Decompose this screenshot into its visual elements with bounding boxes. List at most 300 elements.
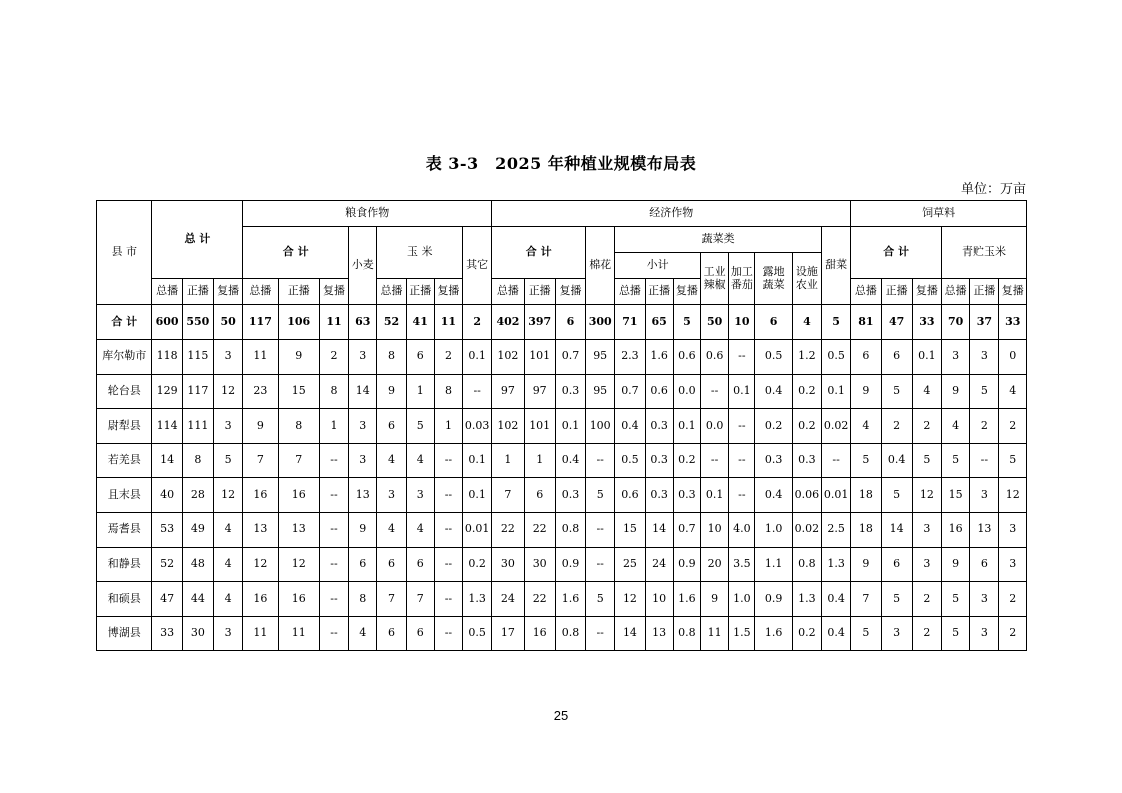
table-cell: 47	[152, 582, 182, 617]
table-cell: --	[319, 616, 348, 651]
table-cell: --	[319, 547, 348, 582]
table-cell: --	[319, 512, 348, 547]
table-cell: 7	[406, 582, 434, 617]
table-cell: 22	[492, 512, 524, 547]
table-cell: 3	[942, 340, 970, 375]
table-cell: 37	[970, 305, 999, 340]
table-cell: --	[434, 547, 462, 582]
table-cell: 3	[377, 478, 406, 513]
table-cell: 5	[406, 409, 434, 444]
table-cell: 3	[881, 616, 912, 651]
table-cell: 0.1	[822, 374, 851, 409]
header-row-4	[97, 279, 1027, 305]
table-cell: 3	[970, 616, 999, 651]
table-cell: 11	[243, 616, 278, 651]
header-forage-subtotal: 合 计	[851, 227, 942, 279]
table-cell: 95	[586, 340, 615, 375]
table-cell: 1.1	[755, 547, 792, 582]
table-cell: 16	[243, 478, 278, 513]
table-cell: 4	[406, 512, 434, 547]
table-cell: 5	[851, 443, 881, 478]
table-cell: 5	[673, 305, 700, 340]
table-cell: --	[729, 409, 755, 444]
table-cell: 1.3	[822, 547, 851, 582]
table-cell: 7	[278, 443, 319, 478]
header-processing-tomato-line1: 加工	[730, 264, 753, 278]
table-cell: --	[434, 616, 462, 651]
table-cell: 3	[213, 340, 242, 375]
header-grain-re-sown: 复播	[319, 279, 348, 305]
table-cell: 0.2	[755, 409, 792, 444]
table-cell: 11	[701, 616, 729, 651]
table-cell: 6	[970, 547, 999, 582]
header-corn: 玉 米	[377, 227, 463, 279]
table-cell: 49	[182, 512, 213, 547]
table-cell: 11	[434, 305, 462, 340]
table-cell: 0.4	[822, 616, 851, 651]
table-cell: 0.1	[463, 443, 492, 478]
table-cell: 2	[999, 409, 1027, 444]
table-cell: 3	[970, 340, 999, 375]
table-cell: 0.1	[701, 478, 729, 513]
table-cell: 0.4	[755, 478, 792, 513]
table-cell: 0.1	[463, 478, 492, 513]
table-cell: 5	[970, 374, 999, 409]
table-cell: 7	[377, 582, 406, 617]
table-cell: 8	[349, 582, 377, 617]
table-cell: 12	[999, 478, 1027, 513]
table-row	[97, 547, 1027, 582]
table-cell: 30	[182, 616, 213, 651]
table-cell: 5	[942, 443, 970, 478]
table-cell: 0.2	[463, 547, 492, 582]
table-cell: 0.1	[912, 340, 941, 375]
table-cell: 40	[152, 478, 182, 513]
table-cell: 0.8	[555, 512, 585, 547]
table-cell: 1	[319, 409, 348, 444]
table-cell: 14	[881, 512, 912, 547]
header-veg-subtotal: 小计	[615, 253, 701, 279]
table-cell: 5	[586, 582, 615, 617]
table-cell: 1.6	[673, 582, 700, 617]
table-cell: 3	[349, 443, 377, 478]
table-cell: 6	[524, 478, 555, 513]
county-name-cell: 博湖县	[97, 616, 152, 651]
table-cell: 102	[492, 340, 524, 375]
header-corn-total-sown: 总播	[377, 279, 406, 305]
county-name-cell: 库尔勒市	[97, 340, 152, 375]
table-cell: 0.02	[792, 512, 821, 547]
table-cell: 16	[524, 616, 555, 651]
table-cell: --	[586, 547, 615, 582]
table-row	[97, 478, 1027, 513]
table-cell: 0.6	[615, 478, 645, 513]
table-cell: 16	[278, 582, 319, 617]
table-cell: 13	[243, 512, 278, 547]
table-cell: 0.7	[673, 512, 700, 547]
table-cell: 7	[851, 582, 881, 617]
table-cell: 0.5	[755, 340, 792, 375]
header-economic-subtotal: 合 计	[492, 227, 586, 279]
header-veg-total-sown: 总播	[615, 279, 645, 305]
table-cell: --	[434, 582, 462, 617]
table-cell: 4	[213, 547, 242, 582]
table-cell: --	[586, 443, 615, 478]
table-cell: 12	[278, 547, 319, 582]
table-cell: 0.5	[615, 443, 645, 478]
table-cell: 2	[912, 582, 941, 617]
table-cell: 0.2	[792, 616, 821, 651]
header-corn-main-sown: 正播	[406, 279, 434, 305]
table-cell: 9	[243, 409, 278, 444]
table-cell: 24	[645, 547, 673, 582]
table-cell: 50	[701, 305, 729, 340]
table-cell: 1.2	[792, 340, 821, 375]
table-cell: 5	[586, 478, 615, 513]
table-cell: 9	[278, 340, 319, 375]
header-main-sown: 正播	[182, 279, 213, 305]
table-cell: 5	[881, 582, 912, 617]
table-cell: 33	[152, 616, 182, 651]
table-cell: 0.1	[463, 340, 492, 375]
table-cell: 402	[492, 305, 524, 340]
header-industrial-pepper-line1: 工业	[703, 264, 726, 278]
table-cell: 7	[492, 478, 524, 513]
header-beet: 甜菜	[822, 227, 851, 305]
table-cell: 3	[970, 582, 999, 617]
table-cell: 0.4	[555, 443, 585, 478]
table-cell: 0.3	[645, 443, 673, 478]
table-cell: 9	[851, 547, 881, 582]
table-cell: 6	[377, 547, 406, 582]
header-veg-re-sown: 复播	[673, 279, 700, 305]
table-row	[97, 340, 1027, 375]
table-cell: 114	[152, 409, 182, 444]
table-cell: --	[434, 512, 462, 547]
header-corn-re-sown: 复播	[434, 279, 462, 305]
header-total: 总 计	[152, 201, 243, 279]
table-cell: 0.6	[645, 374, 673, 409]
table-cell: 2	[319, 340, 348, 375]
table-cell: 11	[319, 305, 348, 340]
table-cell: 9	[349, 512, 377, 547]
table-cell: 3	[406, 478, 434, 513]
table-cell: 0.8	[555, 616, 585, 651]
table-cell: 117	[182, 374, 213, 409]
table-cell: 0.3	[755, 443, 792, 478]
table-cell: 2	[881, 409, 912, 444]
table-cell: 41	[406, 305, 434, 340]
table-cell: 2.3	[615, 340, 645, 375]
table-cell: 1.6	[645, 340, 673, 375]
table-cell: 30	[492, 547, 524, 582]
table-cell: 50	[213, 305, 242, 340]
table-cell: 4	[406, 443, 434, 478]
header-industrial-pepper-line2: 辣椒	[703, 277, 726, 291]
table-cell: 8	[434, 374, 462, 409]
table-cell: 20	[701, 547, 729, 582]
header-grain-subtotal: 合 计	[243, 227, 349, 279]
header-silage-main-sown: 正播	[970, 279, 999, 305]
table-cell: 70	[942, 305, 970, 340]
table-cell: --	[970, 443, 999, 478]
table-cell: 0.06	[792, 478, 821, 513]
table-cell: 6	[851, 340, 881, 375]
table-cell: 4	[377, 443, 406, 478]
table-cell: 14	[615, 616, 645, 651]
header-grain-main-sown: 正播	[278, 279, 319, 305]
table-cell: 3	[970, 478, 999, 513]
table-cell: 33	[999, 305, 1027, 340]
table-cell: 12	[243, 547, 278, 582]
table-cell: 2	[912, 616, 941, 651]
table-cell: 4	[792, 305, 821, 340]
table-cell: 0.2	[792, 374, 821, 409]
table-cell: 16	[942, 512, 970, 547]
table-cell: 129	[152, 374, 182, 409]
header-open-field-veg-line2: 蔬菜	[762, 277, 785, 291]
table-cell: 3	[999, 547, 1027, 582]
unit-label: 单位：万亩	[960, 182, 1026, 197]
table-cell: --	[319, 478, 348, 513]
table-cell: 4.0	[729, 512, 755, 547]
table-cell: 33	[912, 305, 941, 340]
header-row-1	[97, 201, 1027, 227]
table-cell: 115	[182, 340, 213, 375]
table-cell: 10	[701, 512, 729, 547]
table-cell: 24	[492, 582, 524, 617]
table-cell: 0.9	[755, 582, 792, 617]
table-cell: 28	[182, 478, 213, 513]
table-cell: 6	[406, 547, 434, 582]
table-cell: 0.03	[463, 409, 492, 444]
table-cell: 2	[434, 340, 462, 375]
table-cell: 8	[278, 409, 319, 444]
table-cell: 0.2	[792, 409, 821, 444]
table-cell: 10	[645, 582, 673, 617]
table-cell: 5	[851, 616, 881, 651]
table-cell: --	[463, 374, 492, 409]
header-econ-re-sown: 复播	[555, 279, 585, 305]
county-name-cell: 和硕县	[97, 582, 152, 617]
table-cell: 0	[999, 340, 1027, 375]
table-cell: 81	[851, 305, 881, 340]
table-cell: 6	[406, 340, 434, 375]
table-cell: --	[434, 478, 462, 513]
table-cell: 8	[377, 340, 406, 375]
table-cell: --	[434, 443, 462, 478]
table-cell: 12	[213, 478, 242, 513]
table-cell: 102	[492, 409, 524, 444]
planting-scale-table	[96, 200, 1027, 651]
table-cell: 0.0	[701, 409, 729, 444]
table-cell: 8	[319, 374, 348, 409]
table-cell: 5	[942, 616, 970, 651]
table-cell: 0.8	[673, 616, 700, 651]
table-cell: 0.1	[555, 409, 585, 444]
table-cell: 2.5	[822, 512, 851, 547]
page-title: 表 3-3 2025 年种植业规模布局表	[425, 154, 697, 173]
header-grain: 粮食作物	[243, 201, 492, 227]
table-cell: 9	[701, 582, 729, 617]
table-row	[97, 443, 1027, 478]
table-cell: 0.3	[645, 409, 673, 444]
table-cell: 5	[942, 582, 970, 617]
table-cell: 0.9	[555, 547, 585, 582]
table-cell: 17	[492, 616, 524, 651]
table-cell: 9	[851, 374, 881, 409]
table-cell: 0.02	[822, 409, 851, 444]
table-cell: 25	[615, 547, 645, 582]
table-cell: 6	[555, 305, 585, 340]
table-cell: --	[729, 340, 755, 375]
county-name-cell: 轮台县	[97, 374, 152, 409]
header-vegetables: 蔬菜类	[615, 227, 822, 253]
header-cotton: 棉花	[586, 227, 615, 305]
table-cell: 1.3	[792, 582, 821, 617]
table-cell: 13	[278, 512, 319, 547]
table-cell: 65	[645, 305, 673, 340]
table-cell: 97	[524, 374, 555, 409]
table-cell: 2	[912, 409, 941, 444]
table-cell: 5	[999, 443, 1027, 478]
table-cell: 15	[615, 512, 645, 547]
table-cell: --	[701, 374, 729, 409]
table-cell: 0.5	[463, 616, 492, 651]
header-forage-total-sown: 总播	[851, 279, 881, 305]
table-cell: 106	[278, 305, 319, 340]
header-grain-total-sown: 总播	[243, 279, 278, 305]
county-name-cell: 焉耆县	[97, 512, 152, 547]
table-cell: 6	[377, 616, 406, 651]
table-cell: 95	[586, 374, 615, 409]
table-cell: --	[319, 582, 348, 617]
header-processing-tomato	[729, 253, 755, 305]
table-cell: 2	[970, 409, 999, 444]
table-row	[97, 616, 1027, 651]
table-cell: 0.3	[555, 374, 585, 409]
table-cell: 101	[524, 409, 555, 444]
table-cell: 3	[912, 547, 941, 582]
header-silage-corn: 青贮玉米	[942, 227, 1027, 279]
table-cell: 44	[182, 582, 213, 617]
table-cell: 550	[182, 305, 213, 340]
table-cell: 13	[970, 512, 999, 547]
table-cell: 0.4	[822, 582, 851, 617]
header-forage-main-sown: 正播	[881, 279, 912, 305]
table-cell: 53	[152, 512, 182, 547]
table-cell: 4	[377, 512, 406, 547]
table-cell: 1	[492, 443, 524, 478]
table-cell: 600	[152, 305, 182, 340]
table-cell: 30	[524, 547, 555, 582]
table-cell: 0.5	[822, 340, 851, 375]
table-cell: 14	[645, 512, 673, 547]
table-cell: 397	[524, 305, 555, 340]
table-cell: --	[586, 616, 615, 651]
table-cell: 3	[213, 409, 242, 444]
table-cell: 71	[615, 305, 645, 340]
table-cell: 15	[942, 478, 970, 513]
table-cell: 4	[213, 582, 242, 617]
table-cell: 0.8	[792, 547, 821, 582]
table-cell: 8	[182, 443, 213, 478]
table-cell: 1	[434, 409, 462, 444]
table-cell: 97	[492, 374, 524, 409]
table-cell: 52	[152, 547, 182, 582]
table-cell: 14	[349, 374, 377, 409]
table-cell: 52	[377, 305, 406, 340]
table-row	[97, 374, 1027, 409]
table-cell: 2	[999, 582, 1027, 617]
table-cell: 0.1	[673, 409, 700, 444]
table-cell: 4	[349, 616, 377, 651]
header-processing-tomato-line2: 番茄	[730, 277, 753, 291]
table-cell: 1.5	[729, 616, 755, 651]
table-cell: 0.6	[701, 340, 729, 375]
table-cell: 6	[349, 547, 377, 582]
table-cell: 0.01	[463, 512, 492, 547]
table-cell: 15	[278, 374, 319, 409]
table-cell: --	[319, 443, 348, 478]
table-cell: 23	[243, 374, 278, 409]
page-number: 25	[553, 708, 569, 723]
table-cell: --	[586, 512, 615, 547]
table-cell: 0.0	[673, 374, 700, 409]
table-cell: 0.7	[555, 340, 585, 375]
table-cell: 12	[213, 374, 242, 409]
table-cell: 10	[729, 305, 755, 340]
table-cell: --	[729, 443, 755, 478]
total-row	[97, 305, 1027, 340]
table-cell: 3	[349, 340, 377, 375]
header-facility-agri	[792, 253, 821, 305]
table-cell: 7	[243, 443, 278, 478]
table-cell: 4	[851, 409, 881, 444]
table-cell: 0.6	[673, 340, 700, 375]
table-cell: 3.5	[729, 547, 755, 582]
table-cell: 5	[912, 443, 941, 478]
table-cell: 5	[881, 374, 912, 409]
table-cell: 0.1	[729, 374, 755, 409]
table-cell: 13	[349, 478, 377, 513]
table-cell: --	[701, 443, 729, 478]
county-name-cell: 合 计	[97, 305, 152, 340]
table-cell: 0.3	[673, 478, 700, 513]
table-cell: 2	[463, 305, 492, 340]
header-forage-re-sown: 复播	[912, 279, 941, 305]
header-silage-re-sown: 复播	[999, 279, 1027, 305]
table-cell: 47	[881, 305, 912, 340]
table-cell: 4	[942, 409, 970, 444]
table-cell: --	[729, 478, 755, 513]
table-cell: 5	[213, 443, 242, 478]
table-cell: 300	[586, 305, 615, 340]
table-cell: 13	[645, 616, 673, 651]
table-cell: 118	[152, 340, 182, 375]
table-cell: 4	[912, 374, 941, 409]
table-cell: 0.2	[673, 443, 700, 478]
header-economic: 经济作物	[492, 201, 851, 227]
header-facility-agri-line2: 农业	[795, 277, 818, 291]
header-veg-main-sown: 正播	[645, 279, 673, 305]
table-body	[97, 305, 1027, 651]
table-cell: 1.3	[463, 582, 492, 617]
table-cell: 4	[999, 374, 1027, 409]
header-wheat: 小麦	[349, 227, 377, 305]
table-cell: 63	[349, 305, 377, 340]
table-cell: 11	[243, 340, 278, 375]
